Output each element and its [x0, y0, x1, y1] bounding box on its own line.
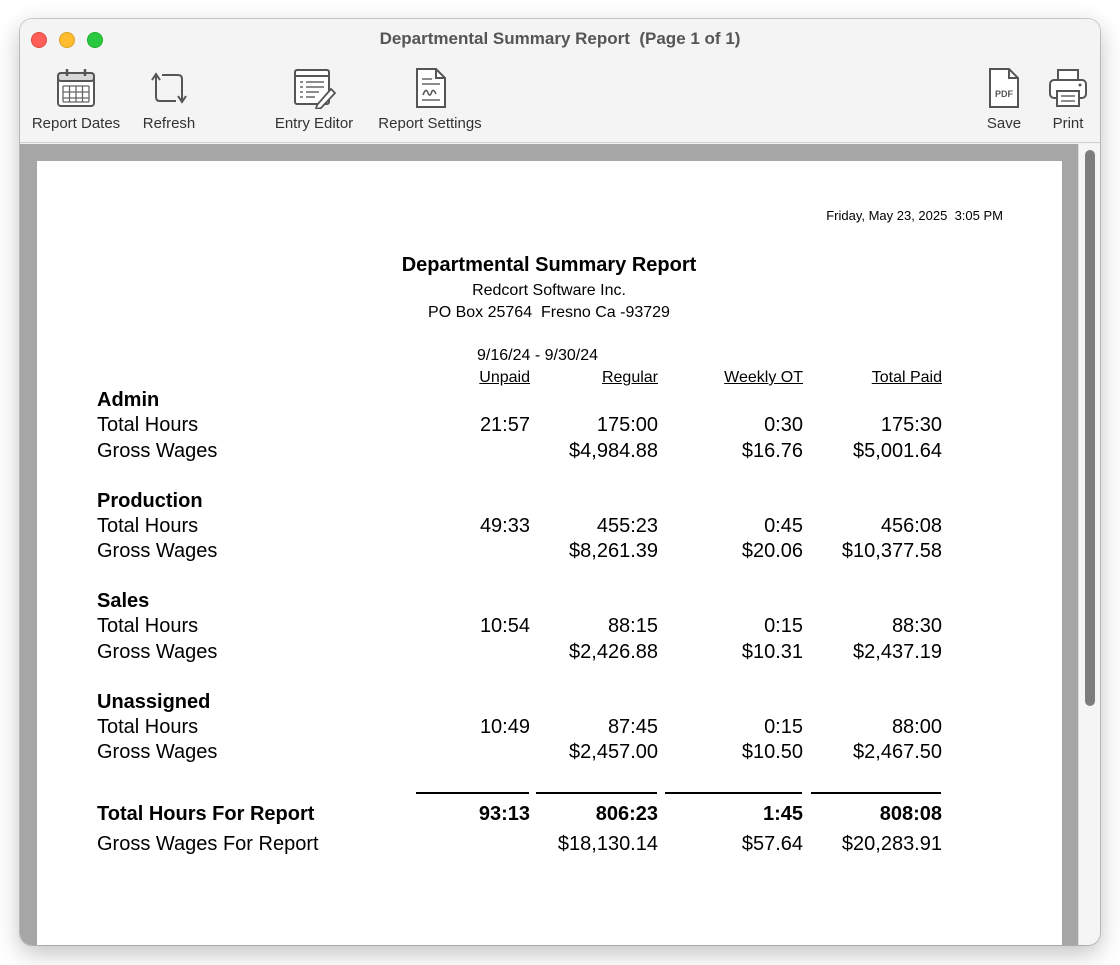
total-paid-hours: 88:30: [891, 615, 942, 637]
report-page: [37, 161, 1062, 945]
total-paid-hours: 88:00: [891, 716, 942, 738]
entry-editor-label: Entry Editor: [274, 115, 354, 132]
refresh-button[interactable]: [132, 67, 206, 132]
unpaid-hours: 10:54: [479, 615, 530, 637]
total-hours-label: Total Hours: [97, 515, 199, 537]
total-hours-label: Total Hours: [97, 716, 199, 738]
document-signature-icon: [409, 67, 451, 109]
department-name: Admin: [97, 389, 160, 411]
report-unpaid-hours: 93:13: [478, 803, 530, 825]
weekly-ot-wages: $10.31: [741, 641, 803, 663]
total-paid-wages: $2,437.19: [853, 641, 942, 663]
column-header-total-paid: Total Paid: [871, 369, 942, 386]
pdf-file-icon: [983, 67, 1025, 109]
gross-wages-label: Gross Wages: [97, 641, 218, 663]
entry-editor-button[interactable]: [264, 67, 364, 132]
gross-wages-label: Gross Wages: [97, 741, 218, 763]
report-total-hours-label: Total Hours For Report: [97, 803, 315, 825]
total-paid-hours: 456:08: [880, 515, 942, 537]
company-name: Redcort Software Inc.: [472, 282, 626, 299]
total-paid-wages: $5,001.64: [853, 440, 942, 462]
regular-wages: $8,261.39: [569, 540, 658, 562]
total-paid-hours: 175:30: [880, 414, 942, 436]
report-dates-button[interactable]: [28, 67, 124, 132]
total-rule-total-paid: [811, 792, 941, 794]
total-rule-regular: [536, 792, 657, 794]
print-button[interactable]: [1042, 67, 1094, 132]
report-settings-button[interactable]: [371, 67, 489, 132]
printer-icon: [1047, 67, 1089, 109]
regular-hours: 88:15: [607, 615, 658, 637]
titlebar-toolbar: [20, 19, 1100, 143]
total-hours-label: Total Hours: [97, 615, 199, 637]
total-paid-wages: $10,377.58: [841, 540, 942, 562]
column-header-weekly-ot: Weekly OT: [724, 369, 803, 386]
report-regular-hours: 806:23: [595, 803, 658, 825]
regular-wages: $4,984.88: [569, 440, 658, 462]
weekly-ot-hours: 0:15: [764, 615, 803, 637]
department-name: Unassigned: [97, 691, 211, 713]
save-pdf-button[interactable]: [976, 67, 1032, 132]
regular-wages: $2,426.88: [569, 641, 658, 663]
print-label: Print: [1052, 115, 1084, 132]
report-total-paid-wages: $20,283.91: [841, 833, 942, 855]
entry-editor-icon: [291, 67, 337, 109]
report-total-paid-hours: 808:08: [879, 803, 942, 825]
department-name: Production: [97, 490, 203, 512]
total-rule-unpaid: [416, 792, 529, 794]
report-regular-wages: $18,130.14: [557, 833, 658, 855]
total-hours-label: Total Hours: [97, 414, 199, 436]
department-name: Sales: [97, 590, 150, 612]
calendar-icon: [55, 67, 97, 109]
regular-wages: $2,457.00: [569, 741, 658, 763]
gross-wages-label: Gross Wages: [97, 540, 218, 562]
report-weekly-ot-hours: 1:45: [762, 803, 803, 825]
total-paid-wages: $2,467.50: [853, 741, 942, 763]
regular-hours: 455:23: [596, 515, 658, 537]
regular-hours: 87:45: [607, 716, 658, 738]
company-address: PO Box 25764 Fresno Ca -93729: [428, 304, 670, 321]
report-title: Departmental Summary Report: [401, 254, 697, 276]
weekly-ot-hours: 0:45: [764, 515, 803, 537]
weekly-ot-wages: $20.06: [741, 540, 803, 562]
printed-timestamp: Friday, May 23, 2025 3:05 PM: [826, 208, 1003, 223]
refresh-label: Refresh: [142, 115, 196, 132]
unpaid-hours: 21:57: [479, 414, 530, 436]
total-rule-weekly-ot: [665, 792, 802, 794]
report-gross-wages-label: Gross Wages For Report: [97, 833, 319, 855]
column-header-regular: Regular: [601, 369, 658, 386]
column-header-unpaid: Unpaid: [479, 369, 530, 386]
report-settings-label: Report Settings: [378, 115, 482, 132]
weekly-ot-hours: 0:30: [764, 414, 803, 436]
unpaid-hours: 49:33: [479, 515, 530, 537]
refresh-icon: [148, 67, 190, 109]
pdf-glyph: PDF: [995, 89, 1013, 99]
date-range: 9/16/24 - 9/30/24: [477, 347, 598, 364]
gross-wages-label: Gross Wages: [97, 440, 218, 462]
report-dates-label: Report Dates: [31, 115, 121, 132]
unpaid-hours: 10:49: [479, 716, 530, 738]
weekly-ot-wages: $10.50: [741, 741, 803, 763]
report-window: [20, 19, 1100, 945]
window-title: Departmental Summary Report (Page 1 of 1): [379, 29, 741, 48]
scrollbar-thumb[interactable]: [1085, 150, 1095, 706]
save-label: Save: [986, 115, 1022, 132]
report-weekly-ot-wages: $57.64: [741, 833, 803, 855]
weekly-ot-wages: $16.76: [741, 440, 803, 462]
regular-hours: 175:00: [596, 414, 658, 436]
weekly-ot-hours: 0:15: [764, 716, 803, 738]
